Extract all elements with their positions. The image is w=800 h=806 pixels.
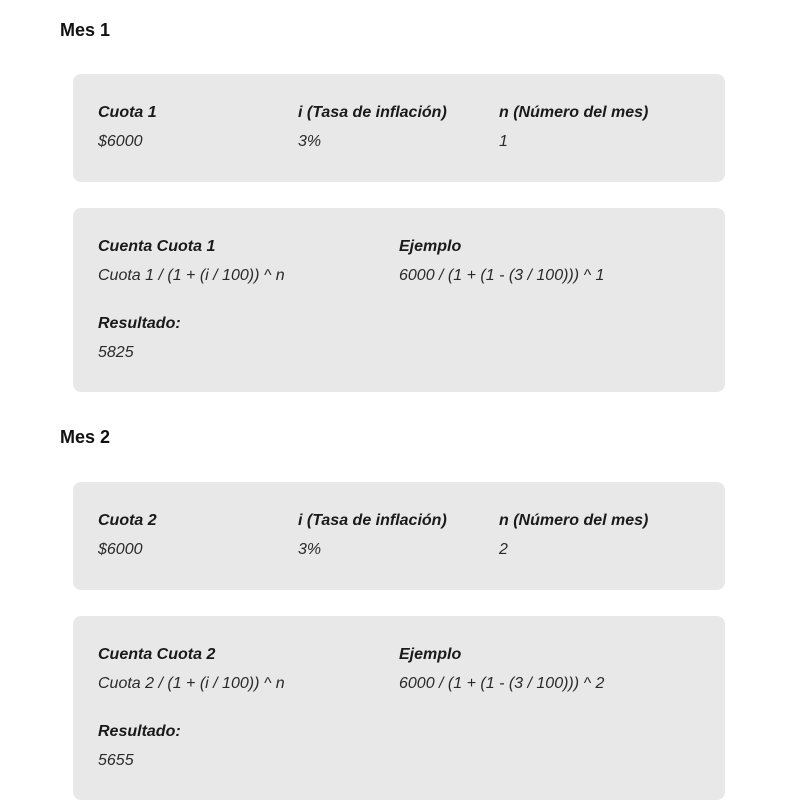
example-label: Ejemplo <box>399 238 462 255</box>
cuota-value: $6000 <box>98 133 143 150</box>
inflation-rate-value: 3% <box>298 133 322 150</box>
month-title: Mes 2 <box>60 427 111 447</box>
month-summary-card <box>73 74 725 182</box>
cuota-label: Cuota 1 <box>98 104 157 121</box>
inflation-rate-value: 3% <box>298 541 322 558</box>
example-label: Ejemplo <box>399 646 462 663</box>
cuota-value: $6000 <box>98 541 143 558</box>
month-number-label: n (Número del mes) <box>499 512 649 529</box>
month-calculation-card <box>73 616 725 800</box>
month-title: Mes 1 <box>60 20 111 40</box>
example-value: 6000 / (1 + (1 - (3 / 100))) ^ 1 <box>399 267 605 284</box>
cuota-label: Cuota 2 <box>98 512 157 529</box>
result-value: 5655 <box>98 752 134 769</box>
result-label: Resultado: <box>98 723 181 740</box>
month-calculation-card <box>73 208 725 392</box>
month-summary-card <box>73 482 725 590</box>
inflation-rate-label: i (Tasa de inflación) <box>298 104 447 121</box>
result-value: 5825 <box>98 344 134 361</box>
month-number-value: 2 <box>499 541 508 558</box>
result-label: Resultado: <box>98 315 181 332</box>
formula-value: Cuota 1 / (1 + (i / 100)) ^ n <box>98 267 285 284</box>
month-number-value: 1 <box>499 133 508 150</box>
formula-label: Cuenta Cuota 2 <box>98 646 216 663</box>
inflation-rate-label: i (Tasa de inflación) <box>298 512 447 529</box>
formula-value: Cuota 2 / (1 + (i / 100)) ^ n <box>98 675 285 692</box>
formula-label: Cuenta Cuota 1 <box>98 238 216 255</box>
example-value: 6000 / (1 + (1 - (3 / 100))) ^ 2 <box>399 675 605 692</box>
month-number-label: n (Número del mes) <box>499 104 649 121</box>
